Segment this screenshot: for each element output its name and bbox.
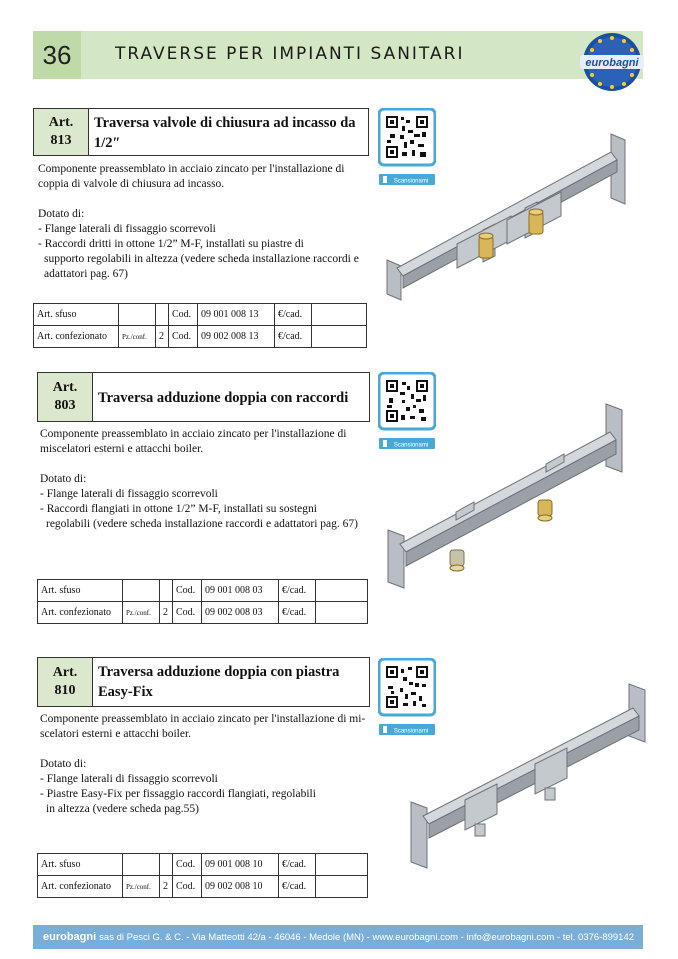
article-title: Traversa adduzione doppia con piastra Easy-Fix (98, 664, 340, 700)
page-number: 36 (33, 31, 81, 79)
row-label: Art. confezionato (34, 326, 119, 348)
features-heading: Dotato di: (40, 473, 87, 485)
qr-label: Scansionami (393, 442, 429, 449)
feature-line: - Raccordi flangiati in ottone 1/2” M-F, installati su sostegni (40, 503, 317, 515)
feature-line: - Piastre Easy-Fix per fissaggio raccordi flangiati, regolabili (40, 788, 316, 800)
article-label-box (34, 109, 89, 155)
footer-contact: sas di Pesci G. & C. - Via Matteotti 42/a - 46046 - Medole (MN) - www.eurobagni.com - info@eurobagni.com - tel. 0376-899142 (99, 931, 635, 943)
row-label: Art. confezionato (38, 876, 123, 898)
unit-label: €/cad. (275, 326, 312, 348)
logo-text: eurobagni (585, 57, 639, 69)
article-title: Traversa valvole di chiusura ad incasso da 1/2″ (94, 115, 356, 151)
pz-label (123, 854, 160, 876)
price-cell (312, 304, 367, 326)
qty (156, 304, 169, 326)
table-row (38, 876, 368, 898)
article-header-803 (37, 372, 370, 422)
pz-label: Pz./conf. (123, 602, 160, 624)
table-row (38, 602, 368, 624)
feature-line: - Flange laterali di fissaggio scorrevoli (40, 488, 218, 500)
article-code: 09 001 008 03 (202, 580, 279, 602)
article-code: 09 002 008 13 (198, 326, 275, 348)
table-row (38, 854, 368, 876)
description-line: scelatori esterni e attacchi boiler. (40, 728, 192, 740)
qr-label: Scansionami (393, 178, 429, 185)
feature-line: - Flange laterali di fissaggio scorrevoli (38, 223, 216, 235)
art-label: Art. (52, 665, 78, 680)
article-description (40, 712, 380, 817)
cod-label: Cod. (173, 580, 202, 602)
feature-line: - Flange laterali di fissaggio scorrevoli (40, 773, 218, 785)
feature-line: - Raccordi dritti in ottone 1/2” M-F, installati su piastre di (38, 238, 304, 250)
article-code: 09 002 008 03 (202, 602, 279, 624)
feature-line: adattatori pag. 67) (44, 268, 128, 280)
row-label: Art. sfuso (38, 580, 123, 602)
description-line: Componente preassemblato in acciaio zincato per l'installazione di (38, 163, 345, 175)
unit-label: €/cad. (279, 580, 316, 602)
product-image-803 (386, 402, 636, 592)
article-header-810 (37, 657, 370, 707)
cod-label: Cod. (173, 854, 202, 876)
unit-label: €/cad. (279, 854, 316, 876)
price-cell (316, 876, 368, 898)
price-cell (316, 602, 368, 624)
cod-label: Cod. (169, 326, 198, 348)
price-cell (316, 580, 368, 602)
article-code: 09 002 008 10 (202, 876, 279, 898)
description-line: Componente preassemblato in acciaio zincato per l'installazione di mi- (40, 713, 366, 725)
row-label: Art. confezionato (38, 602, 123, 624)
pz-label (123, 580, 160, 602)
description-line: coppia di valvole di chiusura ad incasso. (38, 178, 225, 190)
description-line: miscelatori esterni e attacchi boiler. (40, 443, 204, 455)
qty (160, 580, 173, 602)
article-header-813 (33, 108, 369, 156)
unit-label: €/cad. (279, 602, 316, 624)
article-description (40, 427, 380, 532)
qty: 2 (160, 876, 173, 898)
table-row (38, 580, 368, 602)
art-label: Art. (52, 380, 78, 395)
footer-band (33, 925, 643, 949)
product-image-813 (385, 132, 635, 302)
cod-label: Cod. (169, 304, 198, 326)
cod-label: Cod. (173, 602, 202, 624)
feature-line: supporto regolabili in altezza (vedere scheda installazione raccordi e (44, 253, 359, 265)
feature-line: in altezza (vedere scheda pag.55) (46, 803, 199, 815)
art-number: 803 (54, 398, 76, 413)
price-table (37, 853, 368, 898)
qty (160, 854, 173, 876)
unit-label: €/cad. (275, 304, 312, 326)
table-row (34, 326, 367, 348)
features-heading: Dotato di: (40, 758, 87, 770)
qty: 2 (156, 326, 169, 348)
art-number: 813 (50, 133, 72, 148)
qty: 2 (160, 602, 173, 624)
pz-label: Pz./conf. (123, 876, 160, 898)
art-number: 810 (54, 683, 76, 698)
article-code: 09 001 008 10 (202, 854, 279, 876)
article-title: Traversa adduzione doppia con raccordi (98, 390, 349, 406)
article-label-box (38, 658, 93, 706)
article-description (38, 162, 378, 282)
eurobagni-logo (578, 31, 646, 93)
table-row (34, 304, 367, 326)
product-image-810 (405, 682, 655, 872)
qr-label: Scansionami (393, 728, 429, 735)
row-label: Art. sfuso (34, 304, 119, 326)
footer-brand: eurobagni (43, 931, 97, 943)
article-code: 09 001 008 13 (198, 304, 275, 326)
pz-label: Pz./conf. (119, 326, 156, 348)
price-table (37, 579, 368, 624)
price-cell (312, 326, 367, 348)
row-label: Art. sfuso (38, 854, 123, 876)
features-heading: Dotato di: (38, 208, 85, 220)
art-label: Art. (48, 115, 74, 130)
price-table (33, 303, 367, 348)
pz-label (119, 304, 156, 326)
cod-label: Cod. (173, 876, 202, 898)
article-label-box (38, 373, 93, 421)
page-title: TRAVERSE PER IMPIANTI SANITARI (115, 44, 465, 64)
price-cell (316, 854, 368, 876)
description-line: Componente preassemblato in acciaio zincato per l'installazione di (40, 428, 347, 440)
feature-line: regolabili (vedere scheda installazione raccordi e adattatori pag. 67) (46, 518, 358, 530)
unit-label: €/cad. (279, 876, 316, 898)
